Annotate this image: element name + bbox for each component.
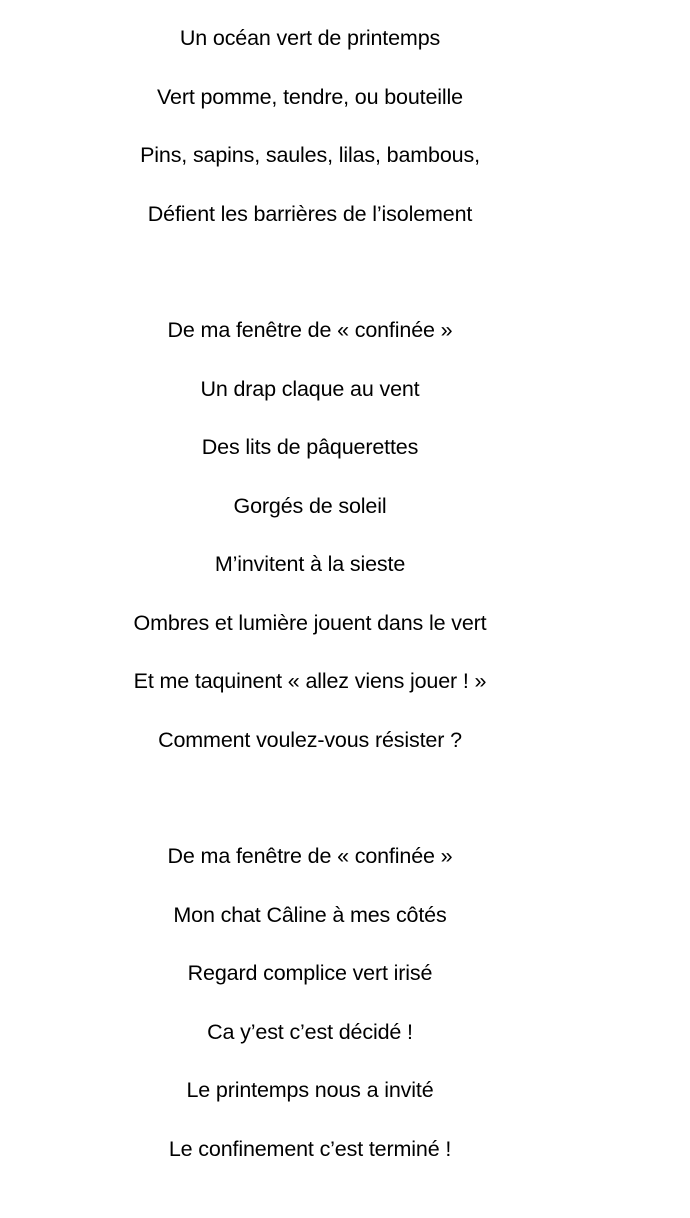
- poem-line: Un océan vert de printemps: [179, 26, 441, 50]
- poem-line: Ombres et lumière jouent dans le vert: [133, 610, 487, 635]
- poem-line: Pins, sapins, saules, lilas, bambous,: [140, 143, 480, 167]
- poem-line: Ca y’est c’est décidé !: [207, 1019, 413, 1044]
- poem-line: Gorgés de soleil: [233, 493, 387, 518]
- poem-line: Des lits de pâquerettes: [201, 435, 419, 459]
- poem: [0, 22, 620, 1191]
- poem-line: Mon chat Câline à mes côtés: [173, 902, 447, 927]
- stanza-1: [0, 22, 620, 256]
- poem-line: De ma fenêtre de « confinée »: [167, 318, 453, 342]
- poem-line: Et me taquinent « allez viens jouer ! »: [133, 669, 487, 693]
- poem-line: Le confinement c’est terminé !: [168, 1136, 452, 1161]
- poem-line: M’invitent à la sieste: [214, 552, 406, 576]
- poem-line: Comment voulez-vous résister ?: [158, 727, 462, 752]
- stanza-2: [0, 314, 620, 782]
- poem-line: Défient les barrières de l’isolement: [147, 201, 473, 226]
- stanza-3: [0, 840, 620, 1191]
- poem-line: Vert pomme, tendre, ou bouteille: [157, 84, 463, 109]
- poem-line: Le printemps nous a invité: [186, 1078, 434, 1102]
- poem-line: De ma fenêtre de « confinée »: [167, 844, 453, 868]
- poem-line: Regard complice vert irisé: [187, 961, 433, 985]
- poem-line: Un drap claque au vent: [200, 376, 420, 401]
